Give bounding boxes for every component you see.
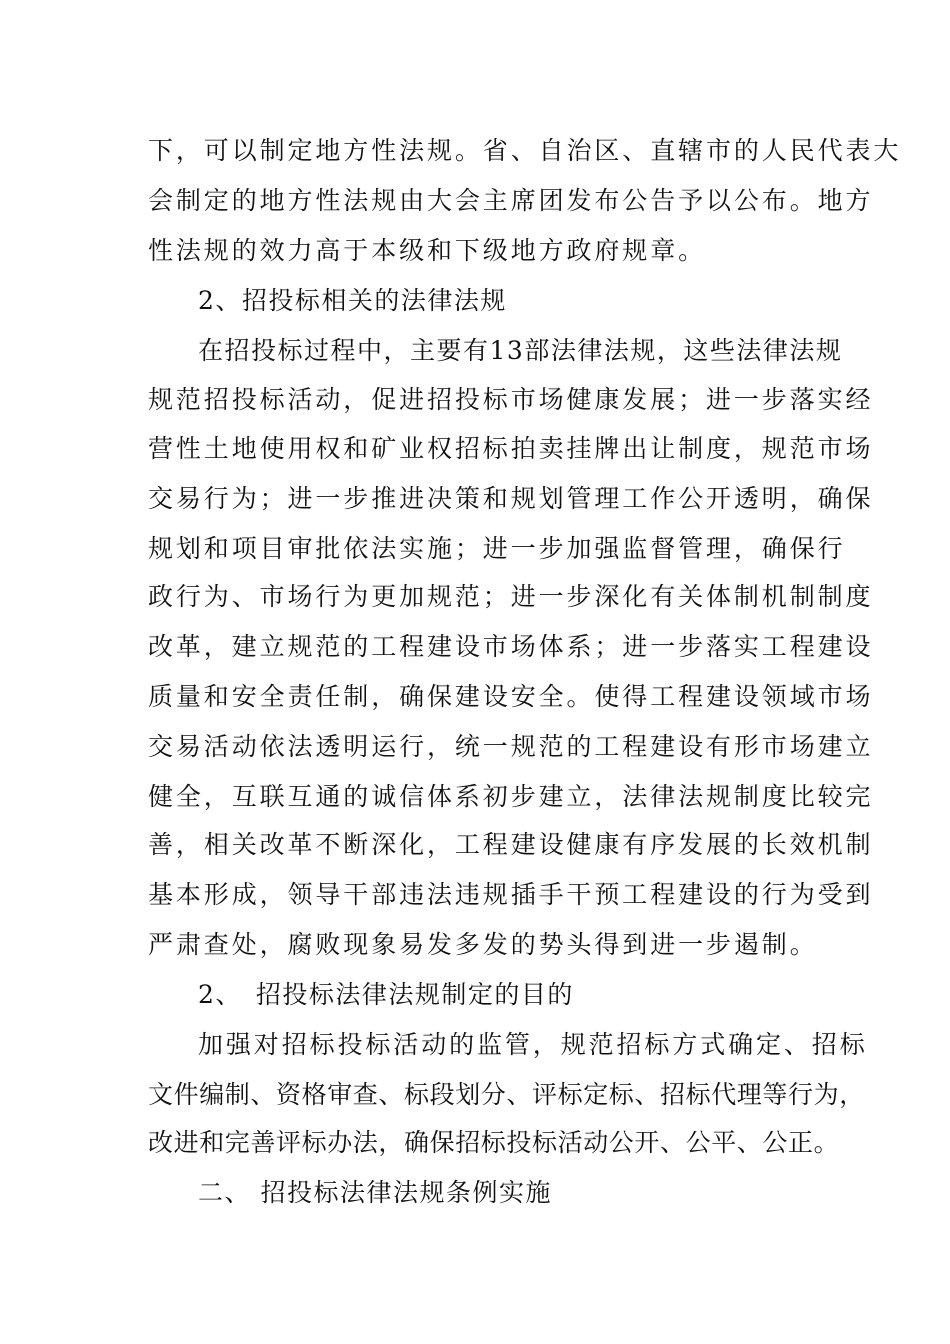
paragraph-line: 改进和完善评标办法，确保招标投标活动公开、公平、公正。 [148,1128,840,1157]
section-heading: 2、 招投标法律法规制定的目的 [198,980,574,1009]
paragraph-line: 文件编制、资格审查、标段划分、评标定标、招标代理等行为， [148,1080,865,1109]
paragraph-line: 加强对招标投标活动的监管，规范招标方式确定、招标 [198,1030,868,1059]
paragraph-line: 交易活动依法透明运行，统一规范的工程建设有形市场建立 [148,732,874,761]
paragraph-line: 会制定的地方性法规由大会主席团发布公告予以公布。地方 [148,186,874,215]
paragraph-line: 质量和安全责任制，确保建设安全。使得工程建设领域市场 [148,682,874,711]
paragraph-line: 基本形成，领导干部违法违规插手干预工程建设的行为受到 [148,880,874,909]
paragraph-line: 健全，互联互通的诚信体系初步建立，法律法规制度比较完 [148,782,874,811]
paragraph-line: 在招投标过程中，主要有13部法律法规，这些法律法规 [198,336,843,365]
paragraph-line: 下，可以制定地方性法规。省、自治区、直辖市的人民代表大 [148,136,902,165]
paragraph-line: 规划和项目审批依法实施；进一步加强监督管理，确保行 [148,534,846,563]
paragraph-line: 严肃查处，腐败现象易发多发的势头得到进一步遏制。 [148,930,818,959]
paragraph-line: 政行为、市场行为更加规范；进一步深化有关体制机制制度 [148,582,874,611]
paragraph-line: 规范招投标活动，促进招投标市场健康发展；进一步落实经 [148,385,874,414]
paragraph-line: 善，相关改革不断深化，工程建设健康有序发展的长效机制 [148,830,874,859]
section-heading: 二、 招投标法律法规条例实施 [198,1178,552,1207]
paragraph-line: 改革，建立规范的工程建设市场体系；进一步落实工程建设 [148,632,874,661]
section-heading: 2、招投标相关的法律法规 [198,286,507,315]
paragraph-line: 性法规的效力高于本级和下级地方政府规章。 [148,236,707,265]
paragraph-line: 营性土地使用权和矿业权招标拍卖挂牌出让制度，规范市场 [148,434,874,463]
paragraph-line: 交易行为；进一步推进决策和规划管理工作公开透明，确保 [148,484,874,513]
